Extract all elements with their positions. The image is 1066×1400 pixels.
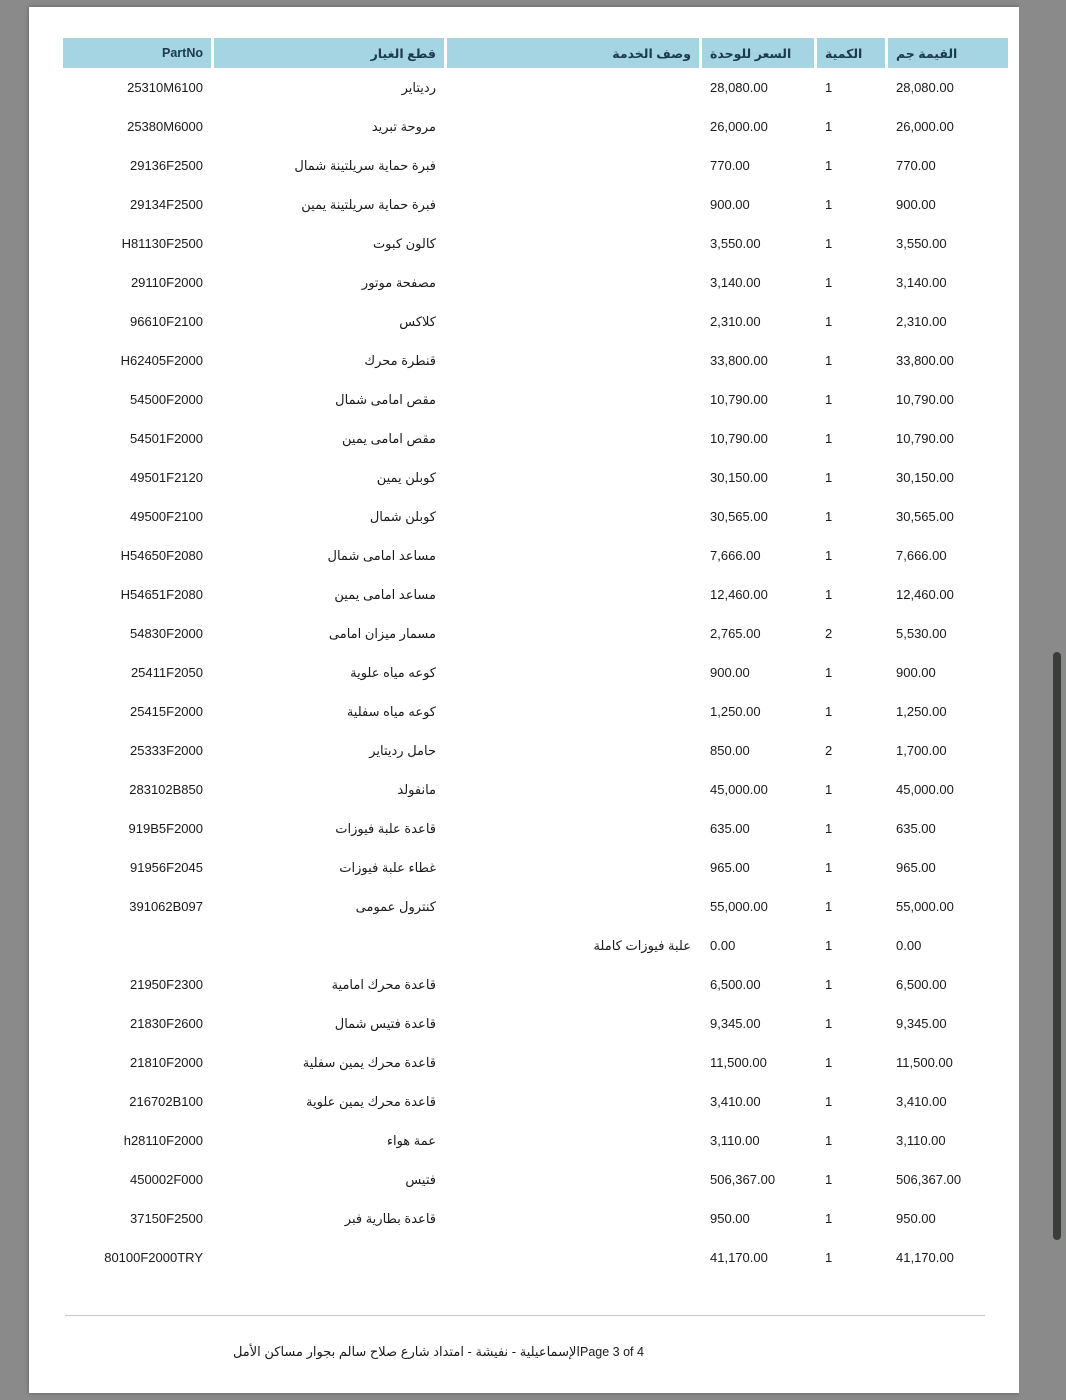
table-row [63,731,1008,770]
cell-service [447,302,699,341]
cell-value: 770.00 [896,158,936,173]
cell-spare-part: فتيس [405,1171,436,1187]
table-row [63,848,1008,887]
cell-value: 10,790.00 [896,392,954,407]
table-row [63,536,1008,575]
cell-service [447,1082,699,1121]
table-row [63,497,1008,536]
table-row [63,614,1008,653]
cell-service [447,1238,699,1277]
cell-spare-part: قاعدة فتيس شمال [334,1015,436,1031]
cell-unit-price: 900.00 [710,197,750,212]
cell-part-no: 21830F2600 [129,1016,203,1031]
cell-spare-part [214,1238,444,1277]
cell-quantity: 1 [825,548,833,563]
cell-part-no: 21950F2300 [129,977,203,992]
cell-spare-part: مصفحة موتور [361,274,436,290]
cell-part-no: H62405F2000 [120,353,203,368]
table-row [63,1199,1008,1238]
cell-value: 3,550.00 [896,236,947,251]
cell-part-no: 29134F2500 [129,197,203,212]
cell-unit-price: 30,150.00 [710,470,768,485]
table-row [63,887,1008,926]
cell-service [447,1160,699,1199]
cell-part-no: 29136F2500 [129,158,203,173]
cell-spare-part: كوبلن شمال [369,508,436,524]
cell-service [447,1043,699,1082]
cell-part-no: 25415F2000 [129,704,203,719]
cell-part-no: 450002F000 [129,1172,203,1187]
cell-service [447,341,699,380]
cell-unit-price: 770.00 [710,158,750,173]
cell-part-no: 391062B097 [129,899,203,914]
table-row [63,692,1008,731]
cell-part-no: H54650F2080 [120,548,203,563]
vertical-scrollbar[interactable] [1048,0,1066,1400]
cell-value: 11,500.00 [896,1055,953,1070]
footer-divider [65,1315,985,1316]
cell-part-no: H54651F2080 [120,587,203,602]
cell-service [447,185,699,224]
scrollbar-thumb[interactable] [1053,652,1061,1240]
cell-value: 1,250.00 [896,704,947,719]
cell-service [447,809,699,848]
cell-quantity: 2 [825,743,833,758]
cell-quantity: 1 [825,1211,833,1226]
cell-part-no: H81130F2500 [121,236,203,251]
cell-quantity: 1 [825,860,833,875]
cell-unit-price: 950.00 [710,1211,750,1226]
cell-service [447,692,699,731]
cell-part-no: 25333F2000 [129,743,203,758]
cell-part-no: h28110F2000 [123,1133,203,1148]
cell-part-no: 54500F2000 [129,392,203,407]
column-header-spare-part: قطع الغيار [214,38,444,68]
cell-unit-price: 1,250.00 [710,704,761,719]
table-row [63,653,1008,692]
cell-spare-part: مساعد امامى شمال [327,547,436,563]
cell-quantity: 1 [825,314,833,329]
table-row [63,1043,1008,1082]
cell-value: 41,170.00 [896,1250,954,1265]
cell-value: 950.00 [896,1211,936,1226]
cell-value: 900.00 [896,197,936,212]
cell-value: 55,000.00 [896,899,954,914]
cell-value: 6,500.00 [896,977,947,992]
table-row [63,770,1008,809]
cell-part-no: 21810F2000 [129,1055,203,1070]
cell-unit-price: 3,550.00 [710,236,761,251]
cell-value: 45,000.00 [896,782,954,797]
cell-unit-price: 506,367.00 [710,1172,776,1187]
table-row [63,185,1008,224]
cell-value: 7,666.00 [896,548,947,563]
cell-part-no: 216702B100 [129,1094,203,1109]
cell-unit-price: 3,110.00 [710,1133,760,1148]
cell-spare-part: كوعه مياه سفلية [346,703,436,719]
cell-unit-price: 7,666.00 [710,548,761,563]
table-row [63,926,1008,965]
cell-spare-part: قاعدة محرك يمين علوية [306,1093,436,1109]
cell-unit-price: 3,140.00 [710,275,761,290]
cell-value: 3,110.00 [896,1133,946,1148]
cell-part-no: 25310M6100 [127,80,203,95]
cell-spare-part: قاعدة بطارية فبر [344,1210,436,1226]
table-row [63,263,1008,302]
cell-spare-part: رديتاير [401,79,436,95]
column-header-service: وصف الخدمة [447,38,699,68]
cell-part-no: 25411F2050 [130,665,203,680]
cell-part-no: 919B5F2000 [128,821,203,836]
cell-value: 30,565.00 [896,509,954,524]
column-header-unit-price: السعر للوحدة [702,38,814,68]
cell-part-no: 54830F2000 [129,626,203,641]
cell-value: 5,530.00 [896,626,947,641]
column-header-quantity: الكمية [817,38,885,68]
cell-unit-price: 33,800.00 [710,353,768,368]
table-row [63,302,1008,341]
cell-quantity: 1 [825,353,833,368]
cell-value: 12,460.00 [896,587,954,602]
cell-quantity: 1 [825,119,833,134]
cell-value: 9,345.00 [896,1016,947,1031]
cell-spare-part: كوعه مياه علوية [350,664,436,680]
table-row [63,1160,1008,1199]
cell-quantity: 2 [825,626,833,641]
cell-quantity: 1 [825,392,833,407]
table-row [63,809,1008,848]
cell-spare-part: غطاء علبة فيوزات [339,859,436,875]
table-row [63,146,1008,185]
parts-table [60,38,1011,1277]
cell-quantity: 1 [825,704,833,719]
cell-service [447,458,699,497]
cell-spare-part: مانفولد [397,781,436,797]
table-row [63,458,1008,497]
cell-quantity: 1 [825,1016,833,1031]
cell-spare-part: حامل رديتاير [369,742,436,758]
document-page [29,7,1019,1393]
cell-spare-part: مقص امامى شمال [335,391,436,407]
cell-spare-part: مساعد امامى يمين [334,586,436,602]
cell-value: 3,140.00 [896,275,947,290]
cell-quantity: 1 [825,665,833,680]
cell-spare-part: كنترول عمومى [355,898,436,914]
cell-spare-part: قنطرة محرك [364,352,436,368]
cell-spare-part: عمة هواء [386,1132,436,1148]
cell-unit-price: 3,410.00 [710,1094,761,1109]
cell-value: 506,367.00 [896,1172,962,1187]
table-body [63,68,1008,1277]
cell-part-no: 37150F2500 [129,1211,203,1226]
cell-service [447,887,699,926]
cell-quantity: 1 [825,197,833,212]
cell-quantity: 1 [825,236,833,251]
cell-quantity: 1 [825,1094,833,1109]
cell-unit-price: 55,000.00 [710,899,768,914]
cell-unit-price: 10,790.00 [710,431,768,446]
table-header [63,38,1008,68]
cell-service [447,1199,699,1238]
cell-spare-part: قاعدة محرك امامية [331,976,436,992]
cell-quantity: 1 [825,821,833,836]
cell-part-no: 96610F2100 [129,314,203,329]
cell-value: 635.00 [896,821,936,836]
cell-quantity: 1 [825,782,833,797]
cell-unit-price: 11,500.00 [710,1055,767,1070]
cell-part-no: 80100F2000TRY [104,1250,203,1265]
cell-spare-part: قاعدة محرك يمين سفلية [302,1054,436,1070]
cell-spare-part: قاعدة علبة فيوزات [335,820,436,836]
cell-service [447,536,699,575]
cell-value: 10,790.00 [896,431,954,446]
cell-unit-price: 9,345.00 [710,1016,761,1031]
cell-spare-part: فبرة حماية سريلتينة شمال [294,157,436,173]
cell-service [447,224,699,263]
cell-service: علبة فيوزات كاملة [593,937,691,953]
cell-quantity: 1 [825,1055,833,1070]
cell-part-no [63,926,211,965]
cell-unit-price: 6,500.00 [710,977,761,992]
cell-unit-price: 635.00 [710,821,750,836]
cell-spare-part: كلاكس [399,313,436,329]
cell-quantity: 1 [825,158,833,173]
table-row [63,68,1008,107]
table-row [63,1004,1008,1043]
table-row [63,575,1008,614]
left-page-margin [0,0,29,1400]
table-row [63,341,1008,380]
cell-spare-part [214,926,444,965]
cell-service [447,575,699,614]
cell-quantity: 1 [825,1172,833,1187]
cell-service [447,731,699,770]
cell-service [447,146,699,185]
table-row [63,107,1008,146]
cell-unit-price: 12,460.00 [710,587,768,602]
cell-value: 900.00 [896,665,936,680]
cell-value: 2,310.00 [896,314,947,329]
cell-service [447,419,699,458]
cell-spare-part: مقص امامى يمين [342,430,436,446]
column-header-value: القيمة جم [888,38,1008,68]
cell-value: 28,080.00 [896,80,954,95]
table-row [63,419,1008,458]
right-page-margin [1019,0,1066,1400]
cell-spare-part: مروحة تبريد [371,118,436,134]
cell-unit-price: 30,565.00 [710,509,768,524]
cell-service [447,770,699,809]
table-header-row [63,38,1008,68]
table-row [63,965,1008,1004]
cell-part-no: 25380M6000 [127,119,203,134]
table-row [63,380,1008,419]
cell-part-no: 91956F2045 [129,860,203,875]
cell-value: 26,000.00 [896,119,954,134]
cell-unit-price: 0.00 [710,938,736,953]
table-row [63,1238,1008,1277]
cell-value: 33,800.00 [896,353,954,368]
cell-quantity: 1 [825,470,833,485]
cell-unit-price: 45,000.00 [710,782,768,797]
cell-value: 0.00 [896,938,922,953]
cell-spare-part: كالون كبوت [372,235,436,251]
cell-part-no: 29110F2000 [130,275,203,290]
cell-unit-price: 2,765.00 [710,626,761,641]
cell-quantity: 1 [825,587,833,602]
cell-unit-price: 850.00 [710,743,750,758]
cell-service [447,380,699,419]
cell-quantity: 1 [825,1133,833,1148]
cell-service [447,1121,699,1160]
cell-quantity: 1 [825,275,833,290]
cell-service [447,68,699,107]
cell-quantity: 1 [825,1250,833,1265]
cell-part-no: 49500F2100 [129,509,203,524]
cell-unit-price: 965.00 [710,860,750,875]
table-row [63,1121,1008,1160]
page-footer [60,1339,990,1365]
cell-spare-part: فبرة حماية سريلتينة يمين [301,196,436,212]
cell-unit-price: 28,080.00 [710,80,768,95]
cell-service [447,107,699,146]
cell-unit-price: 26,000.00 [710,119,768,134]
column-header-part-no: PartNo [63,38,211,68]
cell-service [447,497,699,536]
cell-quantity: 1 [825,977,833,992]
cell-unit-price: 41,170.00 [710,1250,768,1265]
cell-quantity: 1 [825,431,833,446]
footer-page-number: Page 3 of 4 [580,1345,644,1359]
footer-address: الإسماعيلية - نفيشة - امتداد شارع صلاح سالم بجوار مساكن الأمل [232,1344,580,1359]
cell-service [447,965,699,1004]
cell-value: 3,410.00 [896,1094,947,1109]
cell-quantity: 1 [825,80,833,95]
cell-value: 1,700.00 [896,743,947,758]
cell-unit-price: 900.00 [710,665,750,680]
cell-spare-part: كوبلن يمين [376,469,436,485]
cell-quantity: 1 [825,509,833,524]
cell-part-no: 283102B850 [129,782,203,797]
cell-part-no: 54501F2000 [129,431,203,446]
cell-service [447,614,699,653]
cell-service [447,263,699,302]
cell-quantity: 1 [825,938,833,953]
table-row [63,1082,1008,1121]
cell-service [447,653,699,692]
cell-unit-price: 10,790.00 [710,392,768,407]
cell-part-no: 49501F2120 [129,470,203,485]
cell-value: 965.00 [896,860,936,875]
table-row [63,224,1008,263]
cell-service [447,848,699,887]
cell-value: 30,150.00 [896,470,954,485]
cell-unit-price: 2,310.00 [710,314,761,329]
cell-service [447,1004,699,1043]
cell-spare-part: مسمار ميزان امامى [328,625,436,641]
cell-quantity: 1 [825,899,833,914]
